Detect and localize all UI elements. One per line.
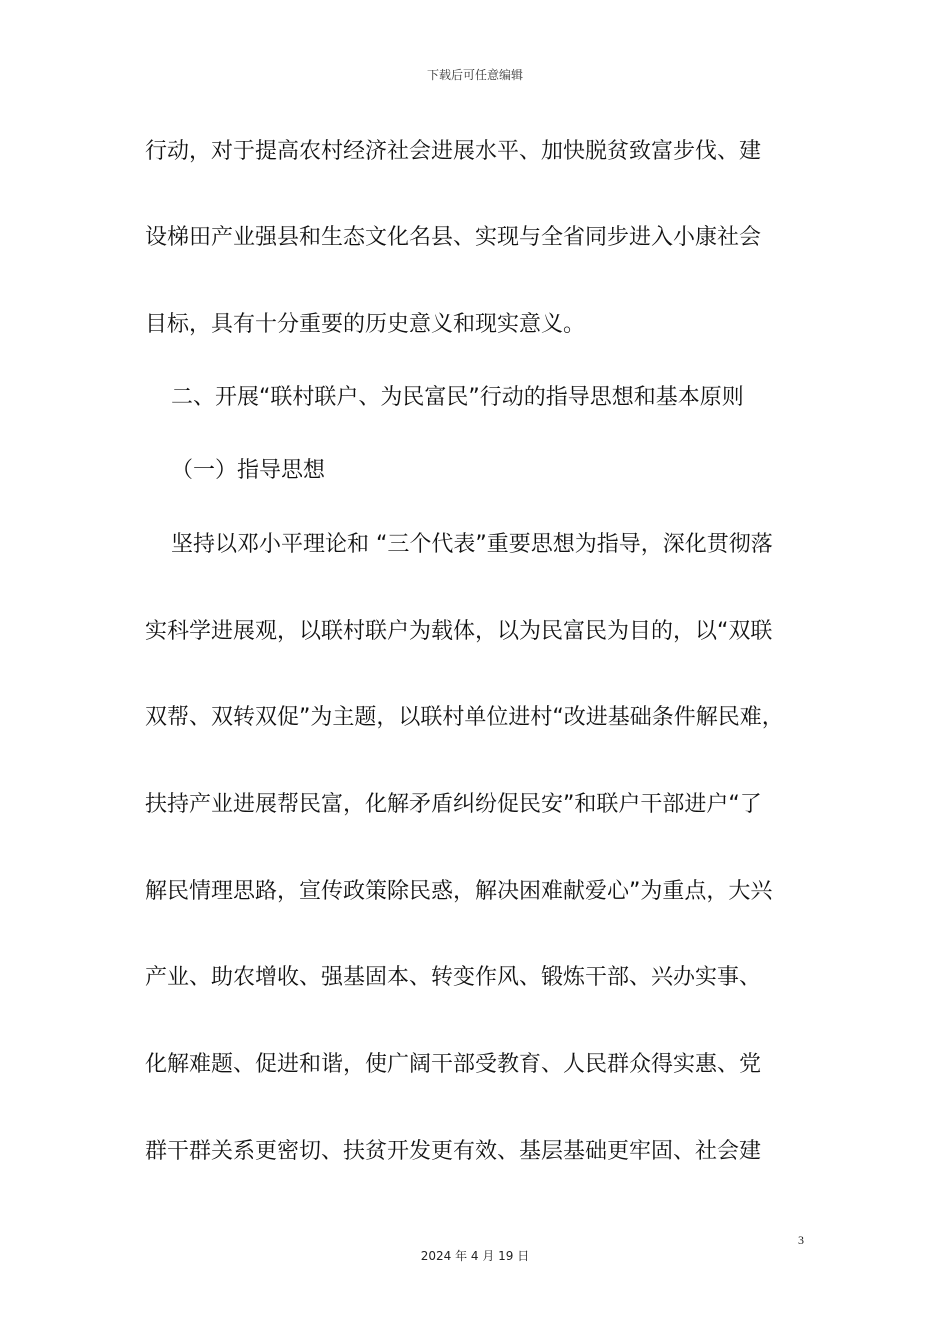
paragraph-line: 群干群关系更密切、扶贫开发更有效、基层基础更牢固、社会建 — [145, 1139, 762, 1164]
paragraph-line: 化解难题、促进和谐，使广阔干部受教育、人民群众得实惠、党 — [145, 1052, 762, 1077]
paragraph-line: 坚持以邓小平理论和 “三个代表”重要思想为指导，深化贯彻落 — [171, 532, 773, 557]
page-number: 3 — [798, 1233, 804, 1247]
paragraph-line: 目标，具有十分重要的历史意义和现实意义。 — [145, 312, 586, 337]
paragraph-line: 设梯田产业强县和生态文化名县、实现与全省同步进入小康社会 — [145, 225, 762, 250]
footer-date: 2024 年 4 月 19 日 — [420, 1249, 530, 1263]
paragraph-line: 双帮、双转双促”为主题，以联村单位进村“改进基础条件解民难， — [145, 705, 784, 730]
subsection-heading: （一）指导思想 — [171, 458, 326, 483]
paragraph-line: 扶持产业进展帮民富，化解矛盾纠纷促民安”和联户干部进户“了 — [145, 792, 762, 817]
section-heading: 二、开展“联村联户、为民富民”行动的指导思想和基本原则 — [171, 385, 744, 410]
paragraph-line: 解民情理思路，宣传政策除民惑，解决困难献爱心”为重点，大兴 — [145, 879, 773, 904]
paragraph-line: 行动，对于提高农村经济社会进展水平、加快脱贫致富步伐、建 — [145, 139, 762, 164]
paragraph-line: 实科学进展观，以联村联户为载体，以为民富民为目的，以“双联 — [145, 619, 773, 644]
page-header: 下载后可任意编辑 — [426, 68, 523, 82]
paragraph-line: 产业、助农增收、强基固本、转变作风、锻炼干部、兴办实事、 — [145, 965, 762, 990]
